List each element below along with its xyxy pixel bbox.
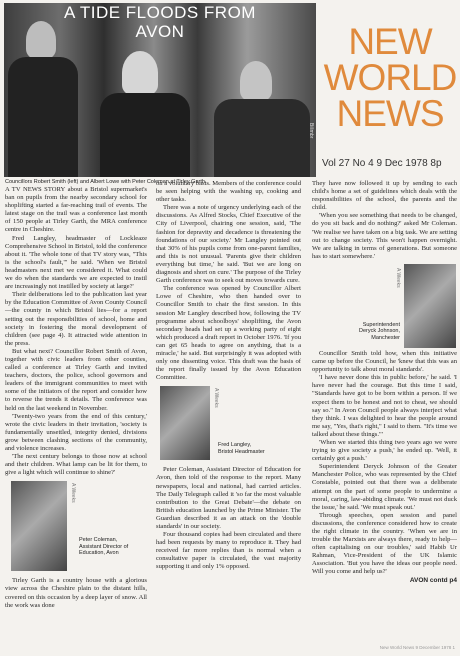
headline-line2: AVON xyxy=(135,22,185,41)
hero-photo-credit: Bilimbr xyxy=(308,123,314,139)
col3-paragraph: 'When you see something that needs to be changed, do you sit back and do nothing?' asked Mr Coleman. 'We realise we have taken on a big task. We are setting out to change society. This won't happen overnight. We are talking in terms of generations. But someone has to start somewhere.' xyxy=(312,212,457,260)
col3-photo-caption xyxy=(332,322,400,342)
caption-name: Fred Langley, xyxy=(218,442,252,449)
caption-role: Manchester xyxy=(371,334,400,341)
col2-photo-block xyxy=(156,386,301,466)
masthead-new: NEW xyxy=(348,21,432,62)
col1-paragraph: 'Twenty-two years from the end of this century,' wrote the civic leaders in their invitation, 'society is fundamentally unsettled, integrity denied, divisions grow between clashing sections of the community, and violence increases. xyxy=(5,412,147,452)
col1-photo-credit: A Weeks xyxy=(70,483,77,504)
caption-name: Peter Coleman, xyxy=(79,537,118,544)
col2-paragraph: on a voluntary basis. Members of the conference could be seen helping with the washing up, cooking and other tasks. xyxy=(156,180,301,204)
col2-paragraph: There was a note of urgency underlying each of the discussions. As Alfred Stocks, Chief Executive of the City of Liverpool, chairing one session, said, 'The fashion for depravity and decadence is threatening the foundations of our society.' Mr Langley pointed out that 30% of his pupils come from one-parent families, and this is not unusual. 'Parents give their children everything but time,' he said. 'But we are long on diagnosis and short on cure.' The purpose of the Tirley Garth conference was to seek out moves towards cure. xyxy=(156,204,301,285)
peter-coleman-photo xyxy=(11,481,67,571)
col2-paragraph: Four thousand copies had been circulated and there had been requests by many to reproduce it. They had received far more replies than is normal when a consultative paper is circulated, the vast majority supporting it and only 1% opposed. xyxy=(156,531,301,571)
col3-paragraph: Councillor Smith told how, when this initiative came up before the Council, he 'knew that this was an opportunity to talk about moral standards'. xyxy=(312,349,457,374)
masthead-world: WORLD xyxy=(323,57,457,98)
continued-line: AVON contd p4 xyxy=(409,576,457,584)
col1-paragraph: Fred Langley, headmaster of Lockleaze Comprehensive School in Bristol, told the conference about it. 'The whole tone of that TV story was, "This is the school's fault,"' he said. 'When we Bristol headmasters next met we considered it. What could we do when the standards we are expected to instil are increasingly not instilled by society at large?' xyxy=(5,234,147,291)
headline-line1: A TIDE FLOODS FROM xyxy=(64,3,256,22)
col1-paragraph: 'The next century belongs to those now at school and their children. What lamp can be lit for them, to give a light which will continue to shine?' xyxy=(5,453,147,477)
col1-paragraph: A TV NEWS STORY about a Bristol supermarket's ban on pupils from the nearby secondary school for shoplifting started a far-reaching trail of events. The latest stage on the trail was a conference last month of 150 people at Tirley Garth, the MRA conference centre in Cheshire. xyxy=(5,186,147,234)
col1-paragraph: Their deliberations led to the publication last year by the Education Committee of Avon County Council—the county in which Bristol lies—for a report setting out the responsibilities of school, home and society in fostering the moral development of children (see page 4). It attracted wide attention in the press. xyxy=(5,291,147,347)
column-2 xyxy=(156,180,301,572)
hero-photo xyxy=(4,3,316,177)
masthead-title xyxy=(322,21,458,134)
caption-role: Bristol Headmaster xyxy=(218,448,265,455)
hero-caption: Councillors Robert Smith (left) and Albert Lowe with Peter Coleman at Tirley Garth. xyxy=(5,179,207,185)
caption-role: Assistant Director of xyxy=(79,543,129,550)
person-right-head xyxy=(240,61,272,101)
person-middle-body xyxy=(100,93,190,177)
issue-line: Vol 27 No 4 9 Dec 1978 8p xyxy=(322,158,442,169)
column-1 xyxy=(5,186,147,610)
col1-paragraph: But what next? Councillor Robert Smith of Avon, together with civic leaders from other counties, called a conference at Tirley Garth and invited teachers, doctors, the police, school governors and leaders of the immigrant communities to meet with some of the initiators of the report and consider how to reverse the trends it details. The conference was held on the last weekend in November. xyxy=(5,347,147,412)
col3-photo-block xyxy=(312,264,457,350)
col1-paragraph: Tirley Garth is a country house with a glorious view across the Cheshire plain to the distant hills, covered on this occasion by a deep layer of snow. All the work was done xyxy=(5,577,147,609)
person-right-body xyxy=(214,99,310,177)
col3-paragraph: 'I have never done this in public before,' he said. 'I have never had the courage. But this time I said, "Standards have got to be born within a person. If we expect them to be honest and not to cheat, we should say so." In Avon Council people always interject what they think. I was delighted to hear the people around me say, "Yes, that's right," I said to them. "It's time we talked about these things."' xyxy=(312,374,457,438)
col2-paragraph: Peter Coleman, Assistant Director of Education for Avon, then told of the response to the report. Many newspapers, local and national, had carried articles. The Daily Telegraph called it 'so far the most valuable contribution to the Great Debate'—the debate on British education launched by the Prime Minister. The Guardian described it as an attack on the 'double standards' in our society. xyxy=(156,466,301,530)
column-3 xyxy=(312,180,457,585)
col2-paragraph: The conference was opened by Councillor Albert Lowe of Cheshire, who then handed over to Councillor Smith to chair the first session. In this session Mr Langley described how, following the TV programme about schoolboys' shoplifting, the Avon secondary heads had set up a working party of eight which produced a draft report in October 1976. 'If you can get 65 heads to agree on anything, that is a miracle,' he said. But surprisingly it was adopted with only one dissenting voice. This draft was the basis of the report finally issued by the Avon Education Committee. xyxy=(156,285,301,382)
col2-photo-caption xyxy=(218,442,298,455)
col3-paragraph: 'When we started this thing two years ago we were trying to give society a push,' he ended up. 'Well, it certainly got a push.' xyxy=(312,438,457,463)
caption-role: Education, Avon xyxy=(79,550,119,557)
headline xyxy=(4,3,316,41)
col2-photo-credit: A Weeks xyxy=(213,388,220,408)
page-footer: New World News 9 December 1978 1 xyxy=(379,645,455,650)
caption-name: Deryck Johnson, xyxy=(359,328,400,335)
col3-paragraph: Superintendent Deryck Johnson of the Greater Manchester Police, who was represented by the Chief Constable, pointed out that there was a deliberate attempt on the part of some people to undermine a moral, caring, law-abiding climate. 'We must not duck the issue,' he said. 'We must speak out.' xyxy=(312,463,457,511)
fred-langley-photo xyxy=(160,386,210,460)
person-middle-head xyxy=(122,51,158,95)
deryck-johnson-photo xyxy=(404,264,456,348)
masthead-news: NEWS xyxy=(336,93,444,134)
caption-role: Superintendent xyxy=(362,321,400,328)
col3-photo-credit: A Weeks xyxy=(395,267,402,288)
col3-paragraph: Through speeches, open session and panel discussions, the conference considered how to create the right climate in the country. 'When we are in trouble the Marxists are always there, ready to help—often capitalising on our troubles,' said Habib Ur Rahman, Vice-President of the UK Islamic Association. 'But you have the ideas our people need. Will you come and help us?' xyxy=(312,511,457,576)
col3-paragraph: They have now followed it up by sending to each child's home a set of guidelines which deals with the responsibilities of the school, the parents and the child. xyxy=(312,180,457,212)
person-left-body xyxy=(8,57,78,177)
col1-photo-caption xyxy=(79,537,147,557)
col1-photo-block xyxy=(5,481,147,577)
